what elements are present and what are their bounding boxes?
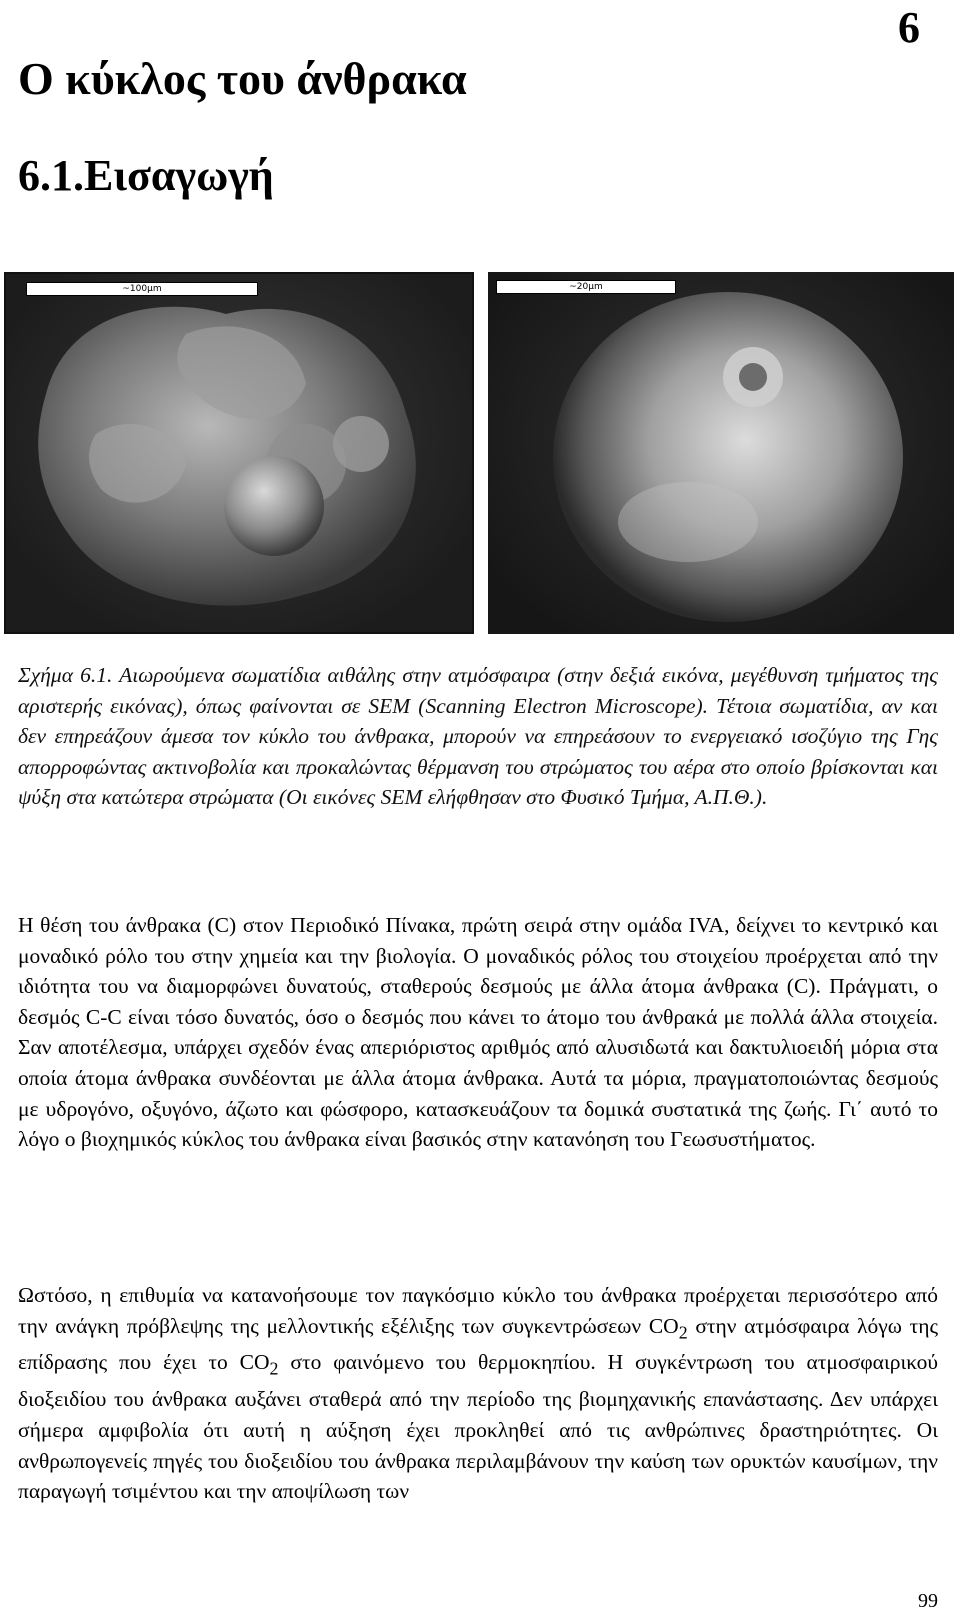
soot-particle-sphere-graphic <box>488 272 954 634</box>
paragraph-2-part-3: στο φαινόμενο του θερμοκηπίου. Η συγκέντρωση του ατμοσφαιρικού διοξειδίου του άνθρακα αυξάνει σταθερά από την περίοδο της βιομηχανικής επανάστασης. Δεν υπάρχει σήμερα αμφιβολία ότι αυτή η αύξηση έχει προκληθεί από τις ανθρώπινες δραστηριότητες. Οι ανθρωπογενείς πηγές του διοξειδίου του άνθρακα περιλαμβάνουν την καύση των ορυκτών καυσίμων, την παραγωγή τσιμέντου και την αποψίλωση των <box>18 1350 938 1504</box>
sem-figure <box>4 272 954 634</box>
co2-subscript-2: 2 <box>269 1358 279 1379</box>
scale-bar-left: ~100μm <box>26 282 258 296</box>
sem-image-left <box>4 272 474 634</box>
page-number: 99 <box>918 1590 938 1612</box>
scale-bar-right: ~20μm <box>496 280 676 294</box>
paragraph-2-part-1: Ωστόσο, η επιθυμία να κατανοήσουμε τον παγκόσμιο κύκλο του άνθρακα προέρχεται περισσότερο από την ανάγκη πρόβλεψης της μελλοντικής εξέλιξης των συγκεντρώσεων CO <box>18 1283 938 1338</box>
paragraph-2 <box>18 1280 938 1507</box>
chapter-title: Ο κύκλος του άνθρακα <box>18 53 467 104</box>
sem-image-right <box>488 272 954 634</box>
paragraph-1: Η θέση του άνθρακα (C) στον Περιοδικό Πίνακα, πρώτη σειρά στην ομάδα IVA, δείχνει το κεντρικό και μοναδικό ρόλο του στην χημεία και την βιολογία. Ο μοναδικός ρόλος του στοιχείου προέρχεται από την ιδιότητα του να διαμορφώνει δυνατούς, σταθερούς δεσμούς με άλλα άτομα άνθρακα (C). Πράγματι, ο δεσμός C-C είναι τόσο δυνατός, όσο ο δεσμός που κάνει το άτομο του άνθρακά με πολλά άλλα στοιχεία. Σαν αποτέλεσμα, υπάρχει σχεδόν ένας απεριόριστος αριθμός από αλυσιδωτά και δακτυλιοειδή μόρια στα οποία άτομα άνθρακα συνδέονται με άλλα άτομα άνθρακα. Αυτά τα μόρια, πραγματοποιώντας δεσμούς με υδρογόνο, οξυγόνο, άζωτο και φώσφορο, κατασκευάζουν τα δομικά συστατικά της ζωής. Γι΄ αυτό το λόγο ο βιοχημικός κύκλος του άνθρακα είναι βασικός στην κατανόηση του Γεωσυστήματος. <box>18 913 938 1152</box>
section-title: 6.1.Εισαγωγή <box>18 151 274 200</box>
paragraph-2-part-2: στην ατμόσφαιρα λόγω της επίδρασης που έχει το CO <box>18 1313 938 1375</box>
chapter-number: 6 <box>898 3 920 52</box>
soot-particle-cluster-graphic <box>6 274 474 634</box>
figure-caption: Σχήμα 6.1. Αιωρούμενα σωματίδια αιθάλης στην ατμόσφαιρα (στην δεξιά εικόνα, μεγέθυνση τμήματος της αριστερής εικόνας), όπως φαίνονται σε SEM (Scanning Electron Microscope). Τέτοια σωματίδια, αν και δεν επηρεάζουν άμεσα τον κύκλο του άνθρακα, μπορούν να επηρεάσουν το ενεργειακό ισοζύγιο της Γης απορροφώντας ακτινοβολία και προκαλώντας θέρμανση του στρώματος του αέρα στο οποίο βρίσκονται και ψύξη στα κατώτερα στρώματα (Οι εικόνες SEM ελήφθησαν στο Φυσικό Τμήμα, Α.Π.Θ.). <box>18 663 938 810</box>
co2-subscript-1: 2 <box>678 1321 688 1342</box>
